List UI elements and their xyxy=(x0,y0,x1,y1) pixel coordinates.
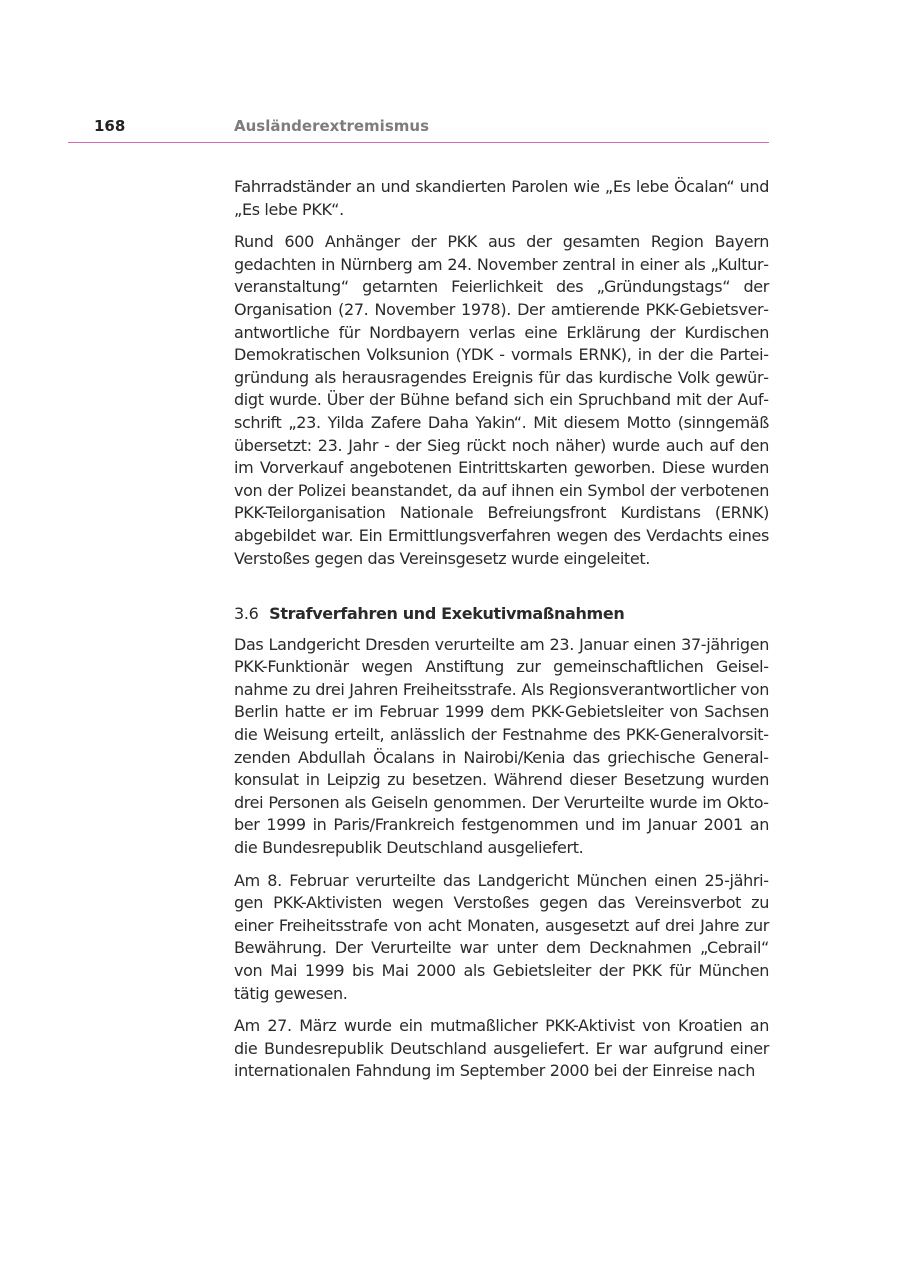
paragraph-4: Am 8. Februar verurteilte das Landgericht München einen 25-jährigen PKK-Aktivisten wegen Verstoßes gegen das Vereinsverbot zu einer Freiheitsstrafe von acht Monaten, ausgesetzt auf drei Jahre zur Bewährung. Der Verurteilte war unter dem Decknahmen „Cebrail“ von Mai 1999 bis Mai 2000 als Gebietsleiter der PKK für München tätig gewesen. xyxy=(234,870,769,1003)
section-heading xyxy=(234,603,769,626)
page-header xyxy=(68,116,769,143)
section-title: Strafverfahren und Exekutivmaßnahmen xyxy=(269,604,625,624)
section-number: 3.6 xyxy=(234,604,259,624)
page-number: 168 xyxy=(94,117,126,135)
paragraph-2: Rund 600 Anhänger der PKK aus der gesamten Region Bayern gedachten in Nürnberg am 24. November zentral in einer als „Kulturveranstaltung“ getarnten Feierlichkeit des „Gründungstags“ der Organisation (27. November 1978). Der amtierende PKK-Gebietsverantwortliche für Nordbayern verlas eine Erklärung der Kurdischen Demokratischen Volksunion (YDK - vormals ERNK), in der die Parteigründung als herausragendes Ereignis für das kurdische Volk gewürdigt wurde. Über der Bühne befand sich ein Spruchband mit der Aufschrift „23. Yilda Zafere Daha Yakin“. Mit diesem Motto (sinngemäß übersetzt: 23. Jahr - der Sieg rückt noch näher) wurde auch auf den im Vorverkauf angebotenen Eintrittskarten geworben. Diese wurden von der Polizei beanstandet, da auf ihnen ein Symbol der verbotenen PKK-Teilorganisation Nationale Befreiungsfront Kurdistans (ERNK) abgebildet war. Ein Ermittlungsverfahren wegen des Verdachts eines Verstoßes gegen das Vereinsgesetz wurde eingeleitet. xyxy=(234,232,769,568)
paragraph-3: Das Landgericht Dresden verurteilte am 23. Januar einen 37-jährigen PKK-Funktionär wegen Anstiftung zur gemeinschaftlichen Geiselnahme zu drei Jahren Freiheitsstrafe. Als Regionsverantwortlicher von Berlin hatte er im Februar 1999 dem PKK-Gebietsleiter von Sachsen die Weisung erteilt, anlässlich der Festnahme des PKK-Generalvorsitzenden Abdullah Öcalans in Nairobi/Kenia das griechische Generalkonsulat in Leipzig zu besetzen. Während dieser Besetzung wurden drei Personen als Geiseln genommen. Der Verurteilte wurde im Oktober 1999 in Paris/Frankreich festgenommen und im Januar 2001 an die Bundesrepublik Deutschland ausgeliefert. xyxy=(234,634,769,858)
body-text xyxy=(234,176,769,1093)
paragraph-1: Fahrradständer an und skandierten Parolen wie „Es lebe Öcalan“ und „Es lebe PKK“. xyxy=(234,177,769,219)
paragraph-5: Am 27. März wurde ein mutmaßlicher PKK-Aktivist von Kroatien an die Bundesrepublik Deutschland ausgeliefert. Er war aufgrund einer internationalen Fahndung im September 2000 bei der Einreise nach xyxy=(234,1016,769,1081)
running-title: Ausländerextremismus xyxy=(234,117,429,135)
